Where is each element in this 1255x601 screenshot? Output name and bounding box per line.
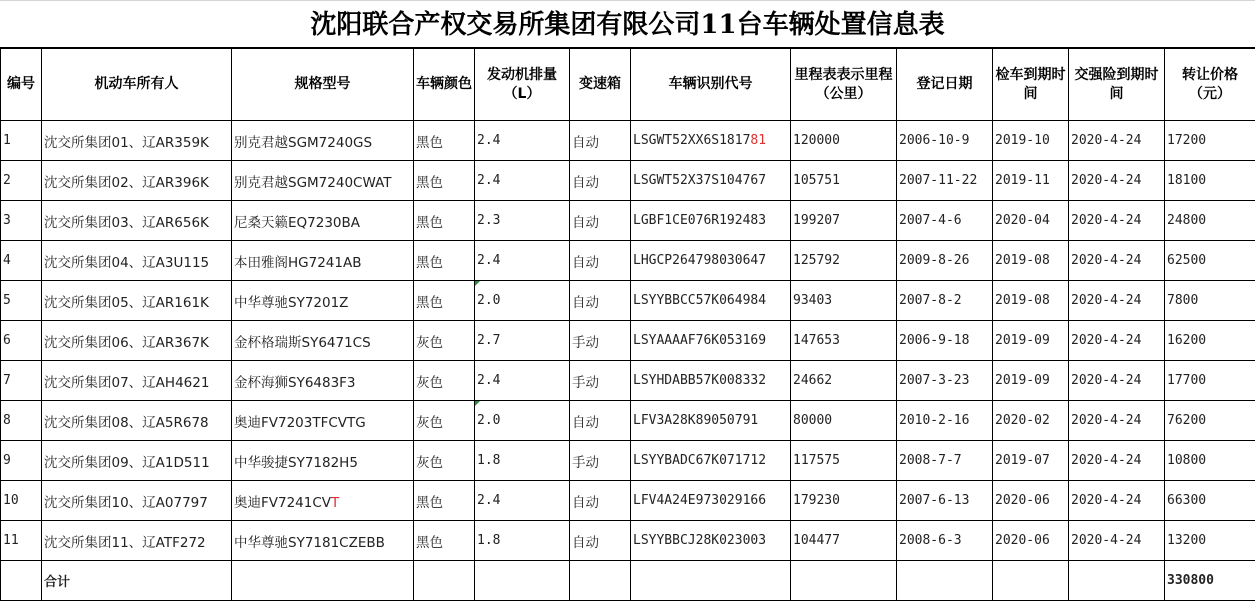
cell-color[interactable]: 黑色 bbox=[414, 521, 475, 561]
vin-text: LFV4A24E973029166 bbox=[633, 493, 766, 508]
cell-reg-date[interactable]: 2009-8-26 bbox=[897, 241, 993, 281]
cell-engine[interactable]: 1.8 bbox=[475, 441, 570, 481]
cell-owner[interactable]: 沈交所集团08、辽A5R678 bbox=[42, 401, 232, 441]
cell-no[interactable]: 11 bbox=[1, 521, 42, 561]
cell-owner[interactable]: 沈交所集团06、辽AR367K bbox=[42, 321, 232, 361]
cell-color[interactable]: 黑色 bbox=[414, 281, 475, 321]
table-row bbox=[1, 121, 1255, 161]
cell-mileage[interactable]: 80000 bbox=[791, 401, 897, 441]
cell-engine[interactable]: 2.0 bbox=[475, 281, 570, 321]
table-row bbox=[1, 401, 1255, 441]
cell-price[interactable]: 76200 bbox=[1165, 401, 1255, 441]
cell-gearbox[interactable]: 自动 bbox=[570, 161, 631, 201]
cell-vin[interactable] bbox=[631, 441, 791, 481]
cell-owner[interactable]: 沈交所集团07、辽AH4621 bbox=[42, 361, 232, 401]
total-empty-cell[interactable] bbox=[897, 561, 993, 601]
cell-owner[interactable]: 沈交所集团05、辽AR161K bbox=[42, 281, 232, 321]
cell-inspection[interactable]: 2019-10 bbox=[993, 121, 1069, 161]
cell-gearbox[interactable]: 自动 bbox=[570, 201, 631, 241]
header-owner[interactable]: 机动车所有人 bbox=[42, 49, 232, 121]
vin-highlight: 81 bbox=[750, 133, 766, 148]
cell-owner[interactable]: 沈交所集团11、辽ATF272 bbox=[42, 521, 232, 561]
cell-no[interactable]: 10 bbox=[1, 481, 42, 521]
cell-reg-date[interactable]: 2007-4-6 bbox=[897, 201, 993, 241]
cell-price[interactable]: 10800 bbox=[1165, 441, 1255, 481]
vehicle-disposal-table bbox=[0, 48, 1255, 601]
cell-inspection[interactable]: 2019-07 bbox=[993, 441, 1069, 481]
cell-price[interactable]: 62500 bbox=[1165, 241, 1255, 281]
cell-inspection[interactable]: 2020-06 bbox=[993, 521, 1069, 561]
total-label[interactable]: 合计 bbox=[42, 561, 232, 601]
cell-insurance[interactable]: 2020-4-24 bbox=[1069, 441, 1165, 481]
cell-model[interactable]: 尼桑天籁EQ7230BA bbox=[232, 201, 414, 241]
cell-insurance[interactable]: 2020-4-24 bbox=[1069, 201, 1165, 241]
cell-mileage[interactable]: 117575 bbox=[791, 441, 897, 481]
vin-text: LSYYBBCJ28K023003 bbox=[633, 533, 766, 548]
cell-vin[interactable] bbox=[631, 361, 791, 401]
cell-owner[interactable]: 沈交所集团04、辽A3U115 bbox=[42, 241, 232, 281]
header-color[interactable]: 车辆颜色 bbox=[414, 49, 475, 121]
cell-gearbox[interactable]: 自动 bbox=[570, 481, 631, 521]
cell-color[interactable]: 黑色 bbox=[414, 201, 475, 241]
cell-inspection[interactable]: 2020-06 bbox=[993, 481, 1069, 521]
total-empty-cell[interactable] bbox=[791, 561, 897, 601]
cell-insurance[interactable]: 2020-4-24 bbox=[1069, 121, 1165, 161]
cell-no[interactable]: 4 bbox=[1, 241, 42, 281]
cell-price[interactable]: 17700 bbox=[1165, 361, 1255, 401]
cell-vin[interactable] bbox=[631, 281, 791, 321]
cell-color[interactable]: 黑色 bbox=[414, 121, 475, 161]
model-highlight: T bbox=[331, 495, 339, 511]
cell-insurance[interactable]: 2020-4-24 bbox=[1069, 321, 1165, 361]
header-mileage[interactable]: 里程表表示里程（公里） bbox=[791, 49, 897, 121]
cell-reg-date[interactable]: 2007-6-13 bbox=[897, 481, 993, 521]
cell-no[interactable]: 2 bbox=[1, 161, 42, 201]
cell-inspection[interactable]: 2019-08 bbox=[993, 281, 1069, 321]
cell-insurance[interactable]: 2020-4-24 bbox=[1069, 281, 1165, 321]
cell-insurance[interactable]: 2020-4-24 bbox=[1069, 481, 1165, 521]
cell-mileage[interactable]: 120000 bbox=[791, 121, 897, 161]
cell-color[interactable]: 灰色 bbox=[414, 441, 475, 481]
cell-color[interactable]: 灰色 bbox=[414, 401, 475, 441]
total-price[interactable]: 330800 bbox=[1165, 561, 1255, 601]
header-insurance[interactable]: 交强险到期时间 bbox=[1069, 49, 1165, 121]
vin-text: LSGWT52X37S104767 bbox=[633, 173, 766, 188]
cell-mileage[interactable]: 104477 bbox=[791, 521, 897, 561]
cell-owner[interactable]: 沈交所集团02、辽AR396K bbox=[42, 161, 232, 201]
cell-reg-date[interactable]: 2008-7-7 bbox=[897, 441, 993, 481]
header-model[interactable]: 规格型号 bbox=[232, 49, 414, 121]
cell-vin[interactable] bbox=[631, 481, 791, 521]
table-row bbox=[1, 321, 1255, 361]
total-empty-cell[interactable] bbox=[631, 561, 791, 601]
table-row bbox=[1, 481, 1255, 521]
cell-inspection[interactable]: 2019-09 bbox=[993, 361, 1069, 401]
cell-gearbox[interactable]: 自动 bbox=[570, 521, 631, 561]
cell-reg-date[interactable]: 2008-6-3 bbox=[897, 521, 993, 561]
header-row bbox=[1, 49, 1255, 121]
cell-vin[interactable] bbox=[631, 241, 791, 281]
table-row bbox=[1, 161, 1255, 201]
cell-no[interactable]: 7 bbox=[1, 361, 42, 401]
cell-price[interactable]: 7800 bbox=[1165, 281, 1255, 321]
cell-vin[interactable] bbox=[631, 521, 791, 561]
header-engine[interactable]: 发动机排量（L） bbox=[475, 49, 570, 121]
cell-insurance[interactable]: 2020-4-24 bbox=[1069, 361, 1165, 401]
cell-model[interactable]: 别克君越SGM7240CWAT bbox=[232, 161, 414, 201]
cell-mileage[interactable]: 105751 bbox=[791, 161, 897, 201]
header-no[interactable]: 编号 bbox=[1, 49, 42, 121]
cell-engine[interactable]: 2.4 bbox=[475, 241, 570, 281]
total-empty-cell[interactable] bbox=[414, 561, 475, 601]
header-reg-date[interactable]: 登记日期 bbox=[897, 49, 993, 121]
cell-owner[interactable]: 沈交所集团01、辽AR359K bbox=[42, 121, 232, 161]
cell-inspection[interactable]: 2020-02 bbox=[993, 401, 1069, 441]
cell-vin[interactable] bbox=[631, 321, 791, 361]
sheet-title: 沈阳联合产权交易所集团有限公司11台车辆处置信息表 bbox=[0, 0, 1255, 48]
cell-engine[interactable]: 2.0 bbox=[475, 401, 570, 441]
cell-owner[interactable]: 沈交所集团10、辽A07797 bbox=[42, 481, 232, 521]
total-empty-cell[interactable] bbox=[570, 561, 631, 601]
cell-inspection[interactable]: 2019-09 bbox=[993, 321, 1069, 361]
cell-model[interactable]: 奥迪FV7203TFCVTG bbox=[232, 401, 414, 441]
table-row bbox=[1, 201, 1255, 241]
cell-no[interactable]: 8 bbox=[1, 401, 42, 441]
header-gearbox[interactable]: 变速箱 bbox=[570, 49, 631, 121]
cell-gearbox[interactable]: 自动 bbox=[570, 241, 631, 281]
cell-reg-date[interactable]: 2007-11-22 bbox=[897, 161, 993, 201]
cell-engine[interactable]: 2.4 bbox=[475, 481, 570, 521]
cell-color[interactable]: 黑色 bbox=[414, 161, 475, 201]
cell-reg-date[interactable]: 2010-2-16 bbox=[897, 401, 993, 441]
cell-mileage[interactable]: 24662 bbox=[791, 361, 897, 401]
cell-engine[interactable]: 2.4 bbox=[475, 361, 570, 401]
cell-no[interactable]: 1 bbox=[1, 121, 42, 161]
cell-insurance[interactable]: 2020-4-24 bbox=[1069, 161, 1165, 201]
cell-model[interactable]: 中华尊驰SY7181CZEBB bbox=[232, 521, 414, 561]
cell-owner[interactable]: 沈交所集团09、辽A1D511 bbox=[42, 441, 232, 481]
cell-mileage[interactable]: 147653 bbox=[791, 321, 897, 361]
cell-price[interactable]: 13200 bbox=[1165, 521, 1255, 561]
cell-mileage[interactable]: 179230 bbox=[791, 481, 897, 521]
cell-price[interactable]: 66300 bbox=[1165, 481, 1255, 521]
cell-model[interactable]: 金杯格瑞斯SY6471CS bbox=[232, 321, 414, 361]
header-vin[interactable]: 车辆识别代号 bbox=[631, 49, 791, 121]
cell-engine[interactable]: 1.8 bbox=[475, 521, 570, 561]
vin-text: LSYYBBCC57K064984 bbox=[633, 293, 766, 308]
cell-vin[interactable] bbox=[631, 121, 791, 161]
vin-text: LSYYBADC67K071712 bbox=[633, 453, 766, 468]
cell-vin[interactable] bbox=[631, 201, 791, 241]
cell-reg-date[interactable]: 2007-3-23 bbox=[897, 361, 993, 401]
cell-engine[interactable]: 2.7 bbox=[475, 321, 570, 361]
cell-inspection[interactable]: 2020-04 bbox=[993, 201, 1069, 241]
cell-inspection[interactable]: 2019-08 bbox=[993, 241, 1069, 281]
cell-insurance[interactable]: 2020-4-24 bbox=[1069, 521, 1165, 561]
total-row bbox=[1, 561, 1255, 601]
cell-mileage[interactable]: 93403 bbox=[791, 281, 897, 321]
cell-gearbox[interactable]: 手动 bbox=[570, 321, 631, 361]
vin-text: LGBF1CE076R192483 bbox=[633, 213, 766, 228]
model-text: 奥迪FV7241CV bbox=[234, 495, 331, 511]
cell-gearbox[interactable]: 手动 bbox=[570, 441, 631, 481]
cell-reg-date[interactable]: 2007-8-2 bbox=[897, 281, 993, 321]
cell-engine[interactable]: 2.4 bbox=[475, 121, 570, 161]
cell-gearbox[interactable]: 自动 bbox=[570, 401, 631, 441]
total-empty-cell[interactable] bbox=[475, 561, 570, 601]
cell-no[interactable]: 6 bbox=[1, 321, 42, 361]
cell-mileage[interactable]: 125792 bbox=[791, 241, 897, 281]
cell-price[interactable]: 17200 bbox=[1165, 121, 1255, 161]
cell-model[interactable]: 金杯海狮SY6483F3 bbox=[232, 361, 414, 401]
total-empty-cell[interactable] bbox=[232, 561, 414, 601]
cell-model[interactable]: 别克君越SGM7240GS bbox=[232, 121, 414, 161]
cell-engine[interactable]: 2.4 bbox=[475, 161, 570, 201]
cell-price[interactable]: 24800 bbox=[1165, 201, 1255, 241]
header-price[interactable]: 转让价格（元） bbox=[1165, 49, 1255, 121]
cell-no[interactable]: 5 bbox=[1, 281, 42, 321]
cell-engine[interactable]: 2.3 bbox=[475, 201, 570, 241]
cell-color[interactable]: 黑色 bbox=[414, 481, 475, 521]
cell-mileage[interactable]: 199207 bbox=[791, 201, 897, 241]
cell-gearbox[interactable]: 自动 bbox=[570, 281, 631, 321]
cell-reg-date[interactable]: 2006-9-18 bbox=[897, 321, 993, 361]
total-empty-cell[interactable] bbox=[1069, 561, 1165, 601]
vin-text: LSYAAAAF76K053169 bbox=[633, 333, 766, 348]
cell-vin[interactable] bbox=[631, 161, 791, 201]
cell-no[interactable]: 3 bbox=[1, 201, 42, 241]
vin-text: LSYHDABB57K008332 bbox=[633, 373, 766, 388]
table-row bbox=[1, 361, 1255, 401]
table-row bbox=[1, 441, 1255, 481]
cell-gearbox[interactable]: 自动 bbox=[570, 121, 631, 161]
cell-color[interactable]: 灰色 bbox=[414, 361, 475, 401]
vin-text: LSGWT52XX6S1817 bbox=[633, 133, 750, 148]
cell-model[interactable]: 中华尊驰SY7201Z bbox=[232, 281, 414, 321]
table-row bbox=[1, 521, 1255, 561]
cell-model[interactable] bbox=[232, 481, 414, 521]
cell-price[interactable]: 18100 bbox=[1165, 161, 1255, 201]
cell-vin[interactable] bbox=[631, 401, 791, 441]
cell-color[interactable]: 黑色 bbox=[414, 241, 475, 281]
cell-color[interactable]: 灰色 bbox=[414, 321, 475, 361]
cell-inspection[interactable]: 2019-11 bbox=[993, 161, 1069, 201]
cell-no[interactable]: 9 bbox=[1, 441, 42, 481]
total-empty-cell[interactable] bbox=[993, 561, 1069, 601]
vin-text: LHGCP264798030647 bbox=[633, 253, 766, 268]
table-row bbox=[1, 241, 1255, 281]
cell-gearbox[interactable]: 手动 bbox=[570, 361, 631, 401]
cell-model[interactable]: 本田雅阁HG7241AB bbox=[232, 241, 414, 281]
cell-insurance[interactable]: 2020-4-24 bbox=[1069, 401, 1165, 441]
cell-price[interactable]: 16200 bbox=[1165, 321, 1255, 361]
table-body bbox=[1, 121, 1255, 601]
total-no-cell[interactable] bbox=[1, 561, 42, 601]
cell-insurance[interactable]: 2020-4-24 bbox=[1069, 241, 1165, 281]
vin-text: LFV3A28K89050791 bbox=[633, 413, 758, 428]
header-inspection[interactable]: 检车到期时间 bbox=[993, 49, 1069, 121]
cell-owner[interactable]: 沈交所集团03、辽AR656K bbox=[42, 201, 232, 241]
cell-model[interactable]: 中华骏捷SY7182H5 bbox=[232, 441, 414, 481]
table-row bbox=[1, 281, 1255, 321]
cell-reg-date[interactable]: 2006-10-9 bbox=[897, 121, 993, 161]
